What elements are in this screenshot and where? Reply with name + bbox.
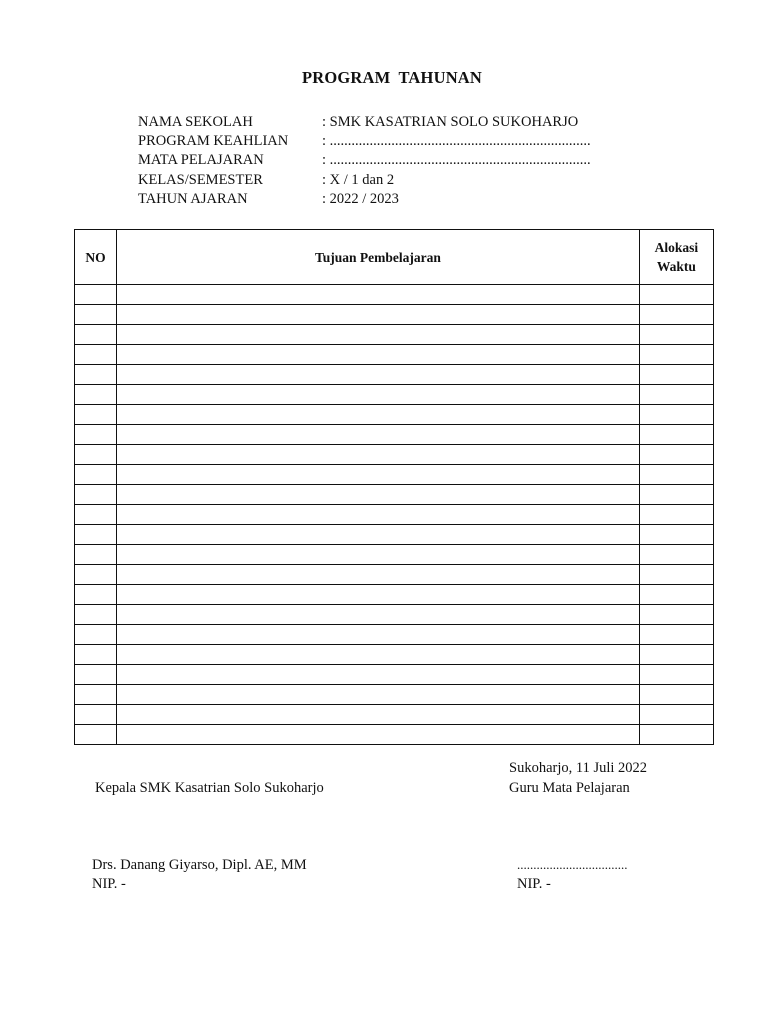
place-date: Sukoharjo, 11 Juli 2022 (509, 760, 648, 776)
cell-alokasi (639, 345, 713, 365)
cell-no (75, 545, 117, 565)
info-label-school: NAMA SEKOLAH (138, 114, 253, 130)
table-row (75, 625, 714, 645)
cell-tujuan (117, 445, 640, 465)
cell-alokasi (639, 485, 713, 505)
info-label-class: KELAS/SEMESTER (138, 171, 263, 188)
info-row-school (138, 113, 591, 132)
cell-tujuan (117, 465, 640, 485)
cell-tujuan (117, 305, 640, 325)
head-nip: NIP. - (92, 876, 126, 892)
cell-no (75, 405, 117, 425)
cell-alokasi (639, 505, 713, 525)
cell-alokasi (639, 525, 713, 545)
cell-alokasi (639, 365, 713, 385)
table-row (75, 465, 714, 485)
cell-tujuan (117, 525, 640, 545)
cell-no (75, 565, 117, 585)
cell-no (75, 725, 117, 745)
header-no: NO (75, 230, 117, 285)
cell-tujuan (117, 705, 640, 725)
cell-tujuan (117, 585, 640, 605)
table-row (75, 665, 714, 685)
table-row (75, 705, 714, 725)
table-row (75, 565, 714, 585)
document-title: PROGRAM TAHUNAN (301, 68, 483, 87)
cell-alokasi (639, 325, 713, 345)
cell-alokasi (639, 285, 713, 305)
cell-alokasi (639, 705, 713, 725)
cell-tujuan (117, 625, 640, 645)
info-value-program: : ........................................................................ (322, 133, 591, 150)
header-alokasi-line2: Waktu (656, 259, 696, 274)
cell-tujuan (117, 505, 640, 525)
cell-tujuan (117, 405, 640, 425)
cell-alokasi (639, 465, 713, 485)
table-row (75, 485, 714, 505)
cell-no (75, 665, 117, 685)
table-row (75, 605, 714, 625)
table-row (75, 425, 714, 445)
info-value-subject: : ........................................................................ (322, 152, 591, 169)
program-table (74, 229, 714, 745)
info-value-school: : SMK KASATRIAN SOLO SUKOHARJO (322, 114, 579, 130)
cell-no (75, 465, 117, 485)
table-row (75, 525, 714, 545)
cell-alokasi (639, 405, 713, 425)
cell-no (75, 305, 117, 325)
teacher-name: .................................. (517, 857, 628, 872)
cell-alokasi (639, 585, 713, 605)
table-row (75, 505, 714, 525)
cell-tujuan (117, 485, 640, 505)
cell-no (75, 685, 117, 705)
table-row (75, 305, 714, 325)
info-value-class: : X / 1 dan 2 (322, 171, 395, 188)
cell-alokasi (639, 305, 713, 325)
cell-alokasi (639, 665, 713, 685)
cell-no (75, 625, 117, 645)
cell-alokasi (639, 725, 713, 745)
table-row (75, 445, 714, 465)
cell-tujuan (117, 565, 640, 585)
cell-alokasi (639, 545, 713, 565)
cell-no (75, 605, 117, 625)
cell-tujuan (117, 605, 640, 625)
table-row (75, 325, 714, 345)
table-row (75, 645, 714, 665)
cell-alokasi (639, 385, 713, 405)
info-row-year (138, 190, 591, 209)
cell-no (75, 485, 117, 505)
table-row (75, 405, 714, 425)
cell-alokasi (639, 685, 713, 705)
cell-tujuan (117, 365, 640, 385)
cell-tujuan (117, 325, 640, 345)
cell-alokasi (639, 425, 713, 445)
cell-no (75, 385, 117, 405)
cell-tujuan (117, 685, 640, 705)
cell-tujuan (117, 645, 640, 665)
table-row (75, 365, 714, 385)
cell-alokasi (639, 625, 713, 645)
table-row (75, 685, 714, 705)
info-label-subject: MATA PELAJARAN (138, 152, 264, 169)
info-value-year: : 2022 / 2023 (322, 190, 399, 207)
cell-no (75, 325, 117, 345)
info-label-program: PROGRAM KEAHLIAN (138, 133, 289, 150)
cell-no (75, 285, 117, 305)
cell-alokasi (639, 565, 713, 585)
cell-tujuan (117, 425, 640, 445)
cell-no (75, 345, 117, 365)
cell-no (75, 645, 117, 665)
cell-no (75, 505, 117, 525)
info-row-subject (138, 151, 591, 170)
teacher-nip: NIP. - (517, 876, 551, 892)
header-alokasi (639, 230, 713, 285)
cell-no (75, 445, 117, 465)
cell-tujuan (117, 285, 640, 305)
cell-no (75, 425, 117, 445)
header-tujuan: Tujuan Pembelajaran (117, 230, 640, 285)
cell-no (75, 525, 117, 545)
cell-alokasi (639, 645, 713, 665)
cell-no (75, 365, 117, 385)
cell-tujuan (117, 545, 640, 565)
table-body (75, 285, 714, 745)
cell-no (75, 585, 117, 605)
info-block (138, 113, 591, 209)
table-row (75, 385, 714, 405)
teacher-title: Guru Mata Pelajaran (509, 780, 630, 796)
table-row (75, 285, 714, 305)
table-header-row (75, 230, 714, 285)
table-row (75, 345, 714, 365)
table-row (75, 545, 714, 565)
cell-tujuan (117, 345, 640, 365)
cell-tujuan (117, 385, 640, 405)
table-row (75, 725, 714, 745)
cell-tujuan (117, 725, 640, 745)
info-row-program (138, 132, 591, 151)
table-row (75, 585, 714, 605)
cell-alokasi (639, 605, 713, 625)
head-title: Kepala SMK Kasatrian Solo Sukoharjo (95, 780, 324, 796)
cell-no (75, 705, 117, 725)
cell-alokasi (639, 445, 713, 465)
info-label-year: TAHUN AJARAN (138, 190, 248, 207)
head-name: Drs. Danang Giyarso, Dipl. AE, MM (92, 857, 307, 873)
info-row-class (138, 171, 591, 190)
cell-tujuan (117, 665, 640, 685)
header-alokasi-line1: Alokasi (654, 240, 699, 255)
